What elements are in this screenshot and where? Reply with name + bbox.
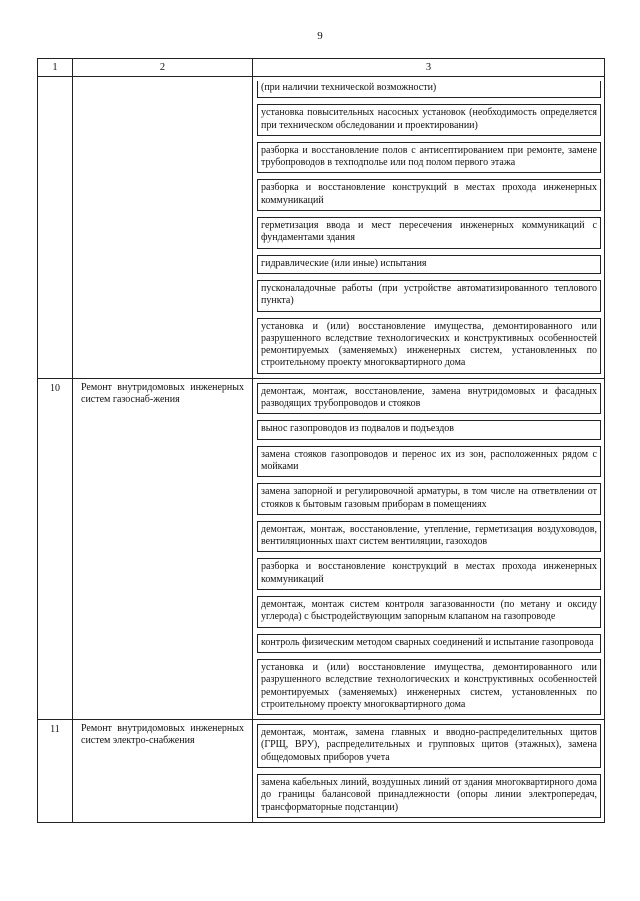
page-number: 9 [317, 30, 323, 42]
work-item: пусконаладочные работы (при устройстве автоматизированного теплового пункта) [257, 280, 601, 312]
system-name: Ремонт внутридомовых инженерных систем электро-снабжения [72, 720, 252, 822]
works-list [252, 720, 604, 822]
works-list [252, 77, 604, 378]
work-item: замена стояков газопроводов и перенос их из зон, расположенных рядом с мойками [257, 446, 601, 478]
work-item: разборка и восстановление полов с антисептированием при ремонте, замене трубопроводов в техподполье или под полом первого этажа [257, 142, 601, 174]
work-item: герметизация ввода и мест пересечения инженерных коммуникаций с фундаментами здания [257, 217, 601, 249]
work-item: разборка и восстановление конструкций в местах прохода инженерных коммуникаций [257, 558, 601, 590]
work-item: установка и (или) восстановление имущества, демонтированного или разрушенного вследствие технологических и конструктивных особенностей ремонтируемых (заменяемых) инженерных систем, установленных по строительному проекту многоквартирного дома [257, 318, 601, 374]
system-name: Ремонт внутридомовых инженерных систем газоснаб-жения [72, 379, 252, 719]
table-row [37, 379, 605, 720]
work-item: демонтаж, монтаж, замена главных и вводно-распределительных щитов (ГРЩ, ВРУ), распределительных и групповых щитов (этажных), замена общедомовых приборов учета [257, 724, 601, 768]
works-table [37, 58, 605, 823]
header-col-1: 1 [52, 62, 58, 73]
header-col-2: 2 [72, 59, 252, 76]
row-number: 10 [50, 382, 60, 394]
work-item: (при наличии технической возможности) [257, 81, 601, 98]
work-item: установка и (или) восстановление имущества, демонтированного или разрушенного вследствие технологических и конструктивных особенностей ремонтируемых (заменяемых) инженерных систем, установленных по строительному проекту многоквартирного дома [257, 659, 601, 715]
table-row [37, 720, 605, 823]
table-row [37, 77, 605, 379]
work-item: вынос газопроводов из подвалов и подъездов [257, 420, 601, 439]
work-item: установка повысительных насосных установок (необходимость определяется при техническом обследовании и проектировании) [257, 104, 601, 136]
row-number: 11 [50, 724, 60, 736]
work-item: разборка и восстановление конструкций в местах прохода инженерных коммуникаций [257, 179, 601, 211]
work-item: демонтаж, монтаж, восстановление, утепление, герметизация воздуховодов, вентиляционных шахт систем вентиляции, газоходов [257, 521, 601, 553]
work-item: демонтаж, монтаж, восстановление, замена внутридомовых и фасадных разводящих трубопроводов и стояков [257, 383, 601, 415]
work-item: замена запорной и регулировочной арматуры, в том числе на ответвлении от стояков к бытовым газовым приборам в помещениях [257, 483, 601, 515]
work-item: замена кабельных линий, воздушных линий от здания многоквартирного дома до границы балансовой принадлежности (опоры линии электропередач, трансформаторные подстанции) [257, 774, 601, 818]
work-item: контроль физическим методом сварных соединений и испытание газопровода [257, 634, 601, 653]
row-number [38, 77, 72, 378]
works-list [252, 379, 604, 719]
table-header-row [37, 58, 605, 77]
header-col-3: 3 [252, 59, 604, 76]
work-item: гидравлические (или иные) испытания [257, 255, 601, 274]
work-item: демонтаж, монтаж систем контроля загазованности (по метану и оксиду углерода) с быстродействующим запорным клапаном на газопроводе [257, 596, 601, 628]
system-name [72, 77, 252, 378]
